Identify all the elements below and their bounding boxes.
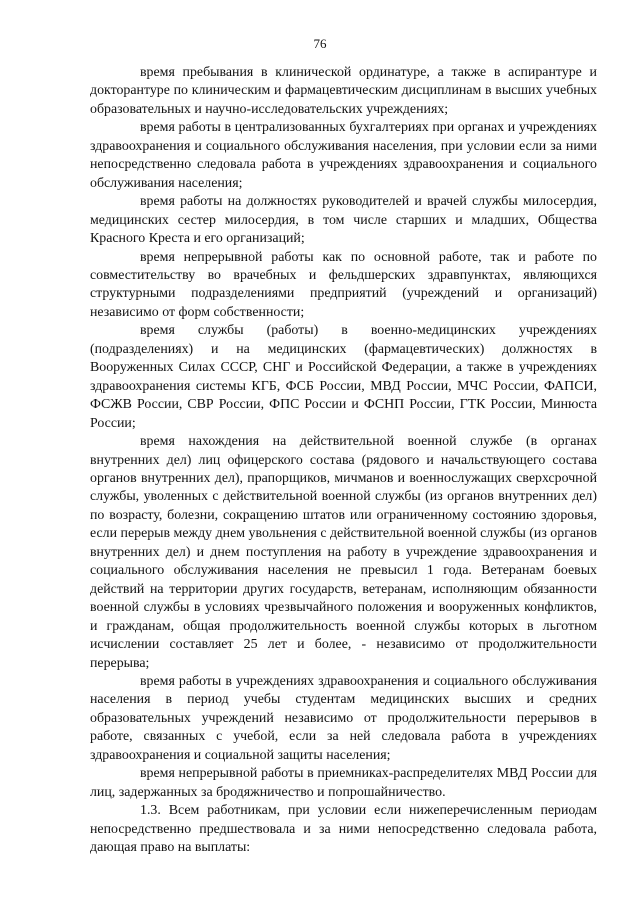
paragraph-section-1-3: 1.3. Всем работникам, при условии если нижеперечисленным периодам непосредственно предшествовала и за ними непосредственно следовала работа, дающая право на выплаты: <box>90 803 597 856</box>
paragraph-residency: время пребывания в клинической ординатуре, а также в аспирантуре и докторантуре по клиническим и фармацевтическим дисциплинам в высших учебных образовательных и научно-исследовательских учреждениях; <box>90 65 597 117</box>
paragraph-student-work: время работы в учреждениях здравоохранения и социального обслуживания населения в период учебы студентам медицинских высших и средних образовательных учреждений независимо от продолжительности перерывов в работе, связанных с учебой, если за ней следовала работа в учреждениях здравоохранения и социальной защиты населения; <box>90 673 597 763</box>
page-number: 76 <box>313 36 327 51</box>
paragraph-accounting: время работы в централизованных бухгалтериях при органах и учреждениях здравоохранения и социального обслуживания населения, при условии если за ними непосредственно следовала работа в учреждениях здравоохранения и социального обслуживания населения; <box>90 120 597 191</box>
paragraph-health-posts: время непрерывной работы как по основной работе, так и работе по совместительству во врачебных и фельдшерских здравпунктах, являющихся структурными подразделениями предприятий (учреждений и организаций) независимо от форм собственности; <box>90 249 597 320</box>
paragraph-military-service: время нахождения на действительной военной службе (в органах внутренних дел) лиц офицерского состава (рядового и начальствующего состава органов внутренних дел), прапорщиков, мичманов и военнослужащих сверхсрочной службы, уволенных с действительной военной службы (из органов внутренних дел) по возрасту, болезни, сокращению штатов или ограниченному состоянию здоровья, если перерыв между днем увольнения с действительной военной службы (из органов внутренних дел) и днем поступления на работу в учреждение здравоохранения и социального обслуживания населения не превысил 1 года. Ветеранам боевых действий на территории других государств, ветеранам, исполняющим обязанности военной службы в условиях чрезвычайного положения и вооруженных конфликтов, и гражданам, общая продолжительность военной службы которых в льготном исчислении составляет 25 лет и более, - независимо от продолжительности перерыва; <box>90 434 597 671</box>
paragraph-mercy-service: время работы на должностях руководителей и врачей службы милосердия, медицинских сестер милосердия, в том числе старших и младших, Общества Красного Креста и его организаций; <box>90 194 597 247</box>
paragraph-military-medical: время службы (работы) в военно-медицинских учреждениях (подразделениях) и на медицинских (фармацевтических) должностях в Вооруженных Силах СССР, СНГ и Российской Федерации, а также в учреждениях здравоохранения системы КГБ, ФСБ России, МВД России, МЧС России, ФАПСИ, ФСЖВ России, СВР России, ФПС России и ФСНП России, ГТК России, Минюста России; <box>90 323 597 431</box>
body-text <box>90 64 597 857</box>
paragraph-reception-centers: время непрерывной работы в приемниках-распределителях МВД России для лиц, задержанных за бродяжничество и попрошайничество. <box>90 766 597 800</box>
